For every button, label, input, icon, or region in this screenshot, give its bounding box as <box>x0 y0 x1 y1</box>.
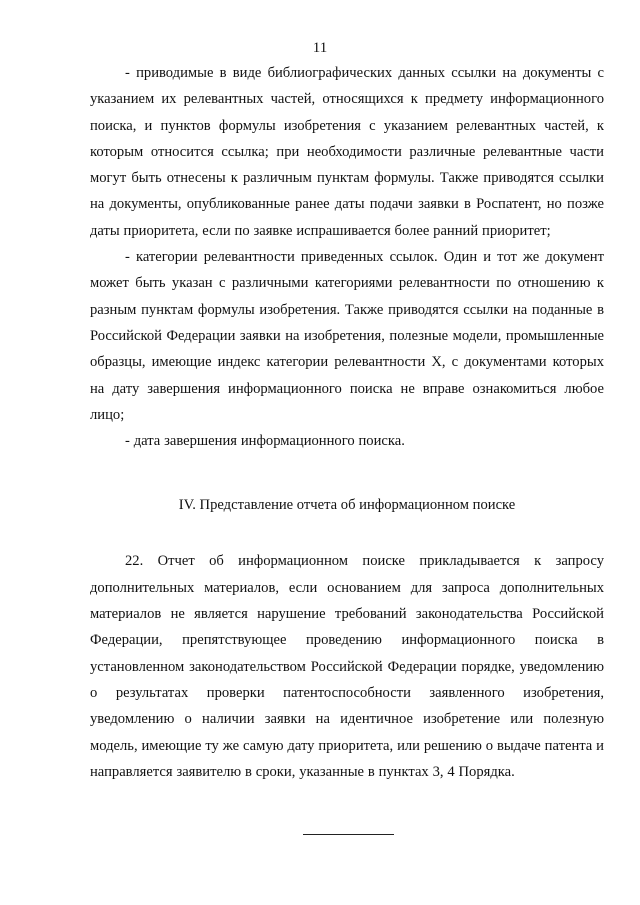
paragraph-relevance-categories: - категории релевантности приведенных ссылок. Один и тот же документ может быть указан с различными категориями релевантности по отношению к разным пунктам формулы изобретения. Также приводятся ссылки на поданные в Российской Федерации заявки на изобретения, полезные модели, промышленные образцы, имеющие индекс категории релевантности X, с документами которых на дату завершения информационного поиска не вправе ознакомиться любое лицо; <box>90 249 604 423</box>
footer-separator-line <box>303 834 394 835</box>
document-body <box>90 60 604 785</box>
paragraph-22: 22. Отчет об информационном поиске прикладывается к запросу дополнительных материалов, если основанием для запроса дополнительных материалов не является нарушение требований законодательства Российской Федерации, препятствующее проведению информационного поиска в установленном законодательством Российской Федерации порядке, уведомлению о результатах проверки патентоспособности заявленного изобретения, уведомлению о наличии заявки на идентичное изобретение или полезную модель, имеющие ту же самую дату приоритета, или решению о выдаче патента и направляется заявителю в сроки, указанные в пунктах 3, 4 Порядка. <box>90 553 604 780</box>
paragraph-search-completion-date: - дата завершения информационного поиска. <box>125 433 405 450</box>
section-heading: IV. Представление отчета об информационном поиске <box>178 497 516 514</box>
paragraph-bibliographic-references: - приводимые в виде библиографических данных ссылки на документы с указанием их релевантных частей, относящихся к предмету информационного поиска, и пунктов формулы изобретения с указанием релевантных частей, к которым относится ссылка; при необходимости различные релевантные части могут быть отнесены к различным пунктам формулы. Также приводятся ссылки на документы, опубликованные ранее даты подачи заявки в Роспатент, но позже даты приоритета, если по заявке испрашивается более ранний приоритет; <box>90 65 604 239</box>
page-number: 11 <box>312 40 328 56</box>
